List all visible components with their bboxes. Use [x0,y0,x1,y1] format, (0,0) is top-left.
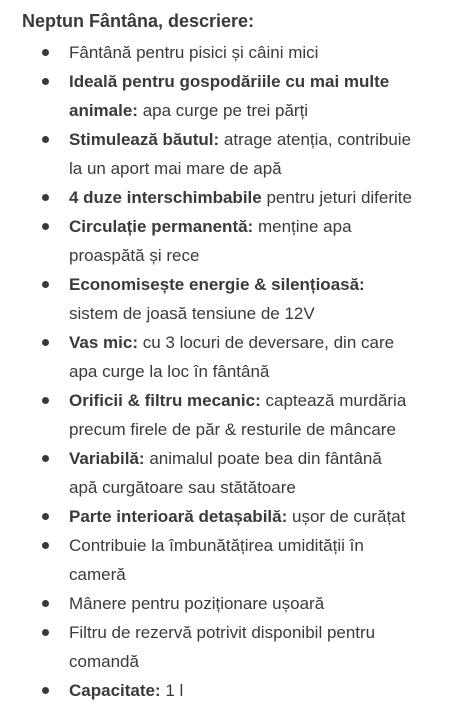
list-item [22,183,471,212]
feature-text: comandă [69,652,139,671]
list-item [22,676,471,705]
list-item [22,502,471,531]
list-item-line [69,589,471,618]
feature-label: Orificii & filtru mecanic: [69,391,261,410]
feature-list [22,38,471,705]
feature-text: pentru jeturi diferite [261,188,412,207]
list-item-line [69,473,471,502]
list-item-line [69,96,471,125]
feature-label: Vas mic: [69,333,138,352]
feature-text: sistem de joasă tensiune de 12V [69,304,315,323]
feature-text: proaspătă și rece [69,246,200,265]
list-item [22,531,471,589]
bullet-icon [42,455,49,462]
list-item-line [69,531,471,560]
feature-text: Mânere pentru poziționare ușoară [69,594,325,613]
feature-text: atrage atenția, contribuie [219,130,412,149]
bullet-icon [42,339,49,346]
list-item-line [69,676,471,705]
list-item-line [69,154,471,183]
feature-text: precum firele de păr & resturile de mâncare [69,420,396,439]
feature-text: Filtru de rezervă potrivit disponibil pentru [69,623,376,642]
feature-text: cu 3 locuri de deversare, din care [138,333,395,352]
feature-text: Contribuie la îmbunătățirea umidității în [69,536,364,555]
bullet-icon [42,136,49,143]
list-item-line [69,415,471,444]
list-item-line [69,38,471,67]
list-item-line [69,299,471,328]
list-item [22,125,471,183]
feature-label: Capacitate: [69,681,161,700]
bullet-icon [42,194,49,201]
feature-text: apa curge la loc în fântână [69,362,270,381]
feature-text: cameră [69,565,126,584]
list-item-line [69,328,471,357]
list-item-line [69,125,471,154]
feature-label: Variabilă: [69,449,145,468]
feature-label: Stimulează băutul: [69,130,220,149]
list-item-line [69,444,471,473]
feature-text: la un aport mai mare de apă [69,159,282,178]
list-item-line [69,502,471,531]
list-item-line [69,357,471,386]
feature-text: menține apa [253,217,352,236]
list-item [22,270,471,328]
list-item-line [69,386,471,415]
bullet-icon [42,600,49,607]
list-item-line [69,647,471,676]
bullet-icon [42,687,49,694]
bullet-icon [42,49,49,56]
list-item-line [69,270,471,299]
feature-text: captează murdăria [260,391,407,410]
list-item [22,328,471,386]
feature-text: apa curge pe trei părți [137,101,309,120]
list-item [22,444,471,502]
bullet-icon [42,513,49,520]
feature-text: 1 l [160,681,184,700]
list-item [22,38,471,67]
bullet-icon [42,223,49,230]
feature-label: Circulație permanentă: [69,217,254,236]
description-title: Neptun Fântâna, descriere: [22,11,255,31]
list-item [22,618,471,676]
feature-text: ușor de curățat [287,507,406,526]
bullet-icon [42,281,49,288]
list-item [22,589,471,618]
feature-label: animale: [69,101,138,120]
feature-label: Parte interioară detașabilă: [69,507,288,526]
bullet-icon [42,78,49,85]
feature-text: Fântână pentru pisici și câini mici [69,43,319,62]
bullet-icon [42,397,49,404]
list-item-line [69,67,471,96]
list-item-line [69,212,471,241]
bullet-icon [42,542,49,549]
feature-text: apă curgătoare sau stătătoare [69,478,296,497]
list-item-line [69,241,471,270]
bullet-icon [42,629,49,636]
feature-label: Economisește energie & silențioasă: [69,275,365,294]
list-item [22,212,471,270]
list-item [22,67,471,125]
feature-label: Ideală pentru gospodăriile cu mai multe [69,72,390,91]
feature-label: 4 duze interschimbabile [69,188,262,207]
feature-text: animalul poate bea din fântână [144,449,382,468]
list-item-line [69,183,471,212]
list-item-line [69,560,471,589]
list-item [22,386,471,444]
list-item-line [69,618,471,647]
